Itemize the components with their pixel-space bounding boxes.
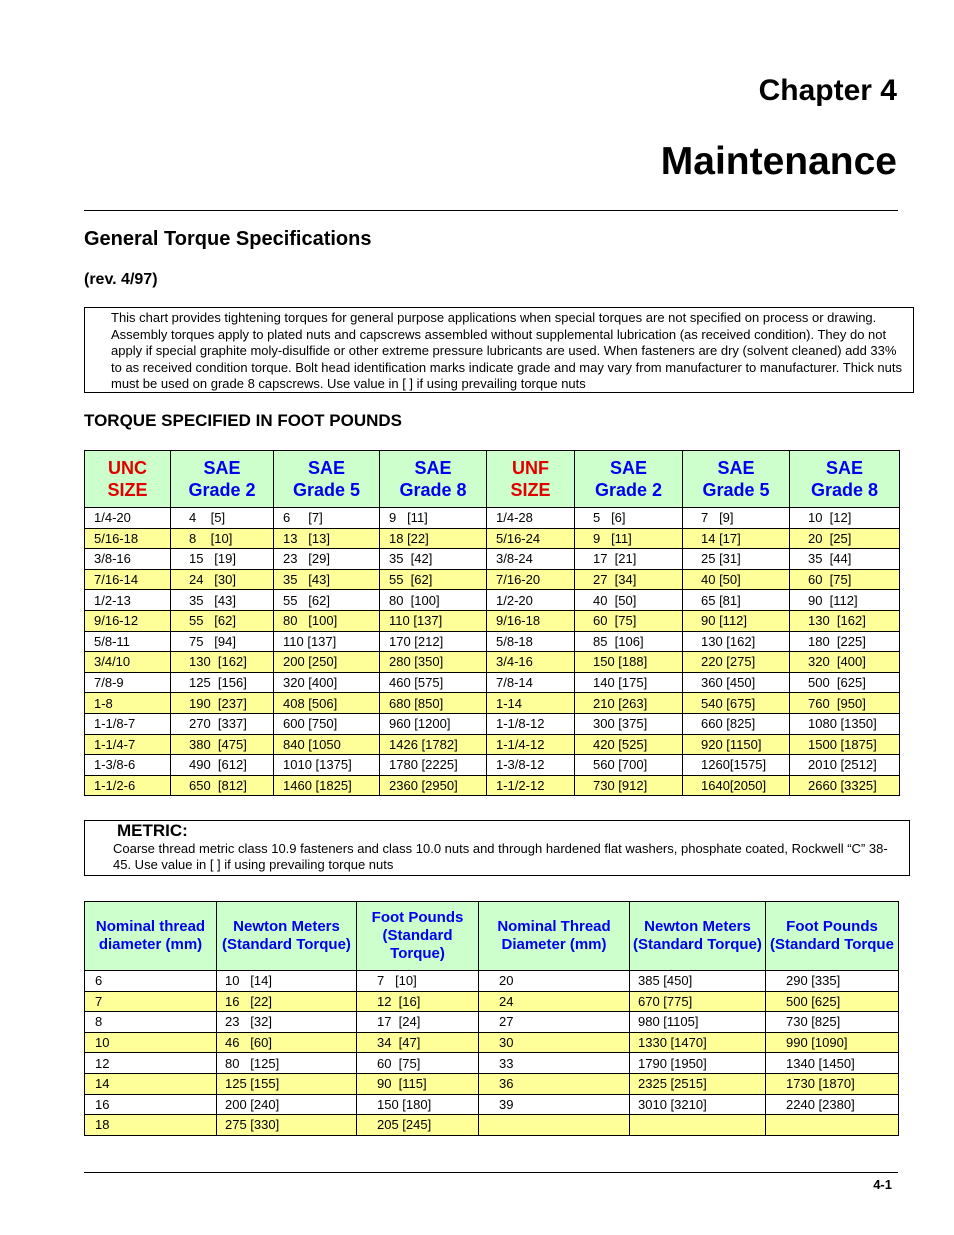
cell-unf-grade5: 920 [1150] <box>683 734 790 755</box>
table-row <box>85 693 900 714</box>
header-unc-size: UNC SIZE <box>85 451 171 508</box>
header-foot-pounds-2: Foot Pounds (Standard Torque <box>766 902 899 971</box>
cell-unf-size: 1-3/8-12 <box>487 755 575 776</box>
cell-foot-pounds-2 <box>766 1115 899 1136</box>
cell-unc-grade5: 80 [100] <box>274 610 380 631</box>
cell-unc-grade2: 8 [10] <box>171 528 274 549</box>
table-row <box>85 775 900 796</box>
cell-unc-grade5: 320 [400] <box>274 672 380 693</box>
cell-unf-grade2: 300 [375] <box>575 713 683 734</box>
table-row <box>85 1012 899 1033</box>
table-row <box>85 652 900 673</box>
cell-foot-pounds: 7 [10] <box>357 971 479 992</box>
cell-unc-size: 1/2-13 <box>85 590 171 611</box>
cell-newton-meters: 10 [14] <box>217 971 357 992</box>
cell-unf-grade8: 10 [12] <box>790 508 900 529</box>
cell-unc-grade5: 23 [29] <box>274 549 380 570</box>
cell-newton-meters-2: 980 [1105] <box>630 1012 766 1033</box>
cell-newton-meters-2 <box>630 1115 766 1136</box>
cell-newton-meters-2: 1790 [1950] <box>630 1053 766 1074</box>
cell-unf-size: 1-1/8-12 <box>487 713 575 734</box>
cell-unf-grade2: 730 [912] <box>575 775 683 796</box>
cell-unf-grade2: 150 [188] <box>575 652 683 673</box>
cell-unf-grade8: 20 [25] <box>790 528 900 549</box>
cell-unf-grade8: 130 [162] <box>790 610 900 631</box>
cell-nominal-diameter: 12 <box>85 1053 217 1074</box>
cell-unc-size: 1/4-20 <box>85 508 171 529</box>
cell-newton-meters: 275 [330] <box>217 1115 357 1136</box>
cell-unc-grade5: 1010 [1375] <box>274 755 380 776</box>
cell-unc-grade5: 110 [137] <box>274 631 380 652</box>
cell-unf-size: 5/16-24 <box>487 528 575 549</box>
cell-unc-grade8: 2360 [2950] <box>380 775 487 796</box>
cell-unc-grade2: 4 [5] <box>171 508 274 529</box>
table-row <box>85 1094 899 1115</box>
cell-unf-grade2: 140 [175] <box>575 672 683 693</box>
header-unf-grade2: SAE Grade 2 <box>575 451 683 508</box>
cell-foot-pounds-2: 290 [335] <box>766 971 899 992</box>
cell-unf-grade8: 2660 [3325] <box>790 775 900 796</box>
cell-unf-grade5: 1640[2050] <box>683 775 790 796</box>
cell-unc-grade8: 80 [100] <box>380 590 487 611</box>
cell-nominal-diameter: 16 <box>85 1094 217 1115</box>
cell-unf-size: 3/4-16 <box>487 652 575 673</box>
header-unf-grade8: SAE Grade 8 <box>790 451 900 508</box>
cell-unf-grade8: 760 [950] <box>790 693 900 714</box>
cell-unf-grade8: 180 [225] <box>790 631 900 652</box>
cell-foot-pounds: 17 [24] <box>357 1012 479 1033</box>
cell-unf-grade8: 1080 [1350] <box>790 713 900 734</box>
cell-unc-grade5: 600 [750] <box>274 713 380 734</box>
cell-newton-meters-2: 2325 [2515] <box>630 1073 766 1094</box>
cell-unc-grade2: 15 [19] <box>171 549 274 570</box>
table-row <box>85 610 900 631</box>
metric-header-row <box>85 902 899 971</box>
cell-foot-pounds-2: 2240 [2380] <box>766 1094 899 1115</box>
header-newton-meters: Newton Meters (Standard Torque) <box>217 902 357 971</box>
sae-torque-table <box>84 450 900 796</box>
cell-unc-size: 5/16-18 <box>85 528 171 549</box>
cell-unc-size: 9/16-12 <box>85 610 171 631</box>
cell-unc-grade8: 18 [22] <box>380 528 487 549</box>
cell-unc-grade8: 460 [575] <box>380 672 487 693</box>
torque-note-box <box>84 307 914 393</box>
cell-unf-size: 1-1/2-12 <box>487 775 575 796</box>
cell-unf-grade5: 7 [9] <box>683 508 790 529</box>
cell-unc-grade5: 840 [1050 <box>274 734 380 755</box>
cell-unc-size: 3/8-16 <box>85 549 171 570</box>
torque-note-text: This chart provides tightening torques for general purpose applications when special torques are not specified on process or drawing. Assembly torques apply to plated nuts and capscrews assembled without supplemental lubrication (as received condition). They do not apply if special graphite moly-disulfide or other extreme pressure lubricants are used. When fasteners are dry (solvent cleaned) add 33% to as received condition torque. Bolt head identification marks indicate grade and may vary from manufacturer to manufacturer. Thick nuts must be used on grade 8 capscrews. Use value in [ ] if using prevailing torque nuts <box>111 310 903 391</box>
cell-unf-size: 5/8-18 <box>487 631 575 652</box>
cell-unc-size: 5/8-11 <box>85 631 171 652</box>
cell-nominal-diameter: 10 <box>85 1032 217 1053</box>
cell-nominal-diameter-2: 27 <box>479 1012 630 1033</box>
cell-unf-grade2: 9 [11] <box>575 528 683 549</box>
metric-heading: METRIC: <box>117 821 188 840</box>
cell-unc-grade2: 270 [337] <box>171 713 274 734</box>
cell-unc-grade2: 125 [156] <box>171 672 274 693</box>
cell-newton-meters: 46 [60] <box>217 1032 357 1053</box>
cell-unc-grade5: 55 [62] <box>274 590 380 611</box>
cell-unc-grade8: 1780 [2225] <box>380 755 487 776</box>
cell-foot-pounds: 34 [47] <box>357 1032 479 1053</box>
cell-newton-meters-2: 385 [450] <box>630 971 766 992</box>
cell-nominal-diameter: 6 <box>85 971 217 992</box>
cell-unc-grade8: 110 [137] <box>380 610 487 631</box>
cell-nominal-diameter-2 <box>479 1115 630 1136</box>
cell-newton-meters-2: 3010 [3210] <box>630 1094 766 1115</box>
metric-torque-table <box>84 901 899 1136</box>
cell-nominal-diameter: 8 <box>85 1012 217 1033</box>
cell-newton-meters-2: 670 [775] <box>630 991 766 1012</box>
table-row <box>85 508 900 529</box>
cell-unf-size: 7/8-14 <box>487 672 575 693</box>
cell-unc-grade2: 190 [237] <box>171 693 274 714</box>
cell-unf-grade8: 35 [44] <box>790 549 900 570</box>
cell-unc-size: 1-1/2-6 <box>85 775 171 796</box>
cell-unf-size: 1/2-20 <box>487 590 575 611</box>
cell-unc-grade8: 55 [62] <box>380 569 487 590</box>
cell-unf-grade5: 660 [825] <box>683 713 790 734</box>
header-nominal-diameter-2: Nominal Thread Diameter (mm) <box>479 902 630 971</box>
cell-foot-pounds-2: 500 [625] <box>766 991 899 1012</box>
table-row <box>85 991 899 1012</box>
footer-divider <box>84 1172 898 1173</box>
table-row <box>85 713 900 734</box>
header-unc-grade2: SAE Grade 2 <box>171 451 274 508</box>
table-row <box>85 734 900 755</box>
cell-unf-grade8: 320 [400] <box>790 652 900 673</box>
cell-unf-grade2: 85 [106] <box>575 631 683 652</box>
table-row <box>85 528 900 549</box>
cell-foot-pounds-2: 1730 [1870] <box>766 1073 899 1094</box>
cell-nominal-diameter-2: 39 <box>479 1094 630 1115</box>
cell-unc-grade2: 650 [812] <box>171 775 274 796</box>
cell-unc-size: 3/4/10 <box>85 652 171 673</box>
cell-unf-grade5: 14 [17] <box>683 528 790 549</box>
cell-unf-grade2: 60 [75] <box>575 610 683 631</box>
cell-unc-grade5: 200 [250] <box>274 652 380 673</box>
cell-unf-grade8: 2010 [2512] <box>790 755 900 776</box>
cell-unf-grade2: 5 [6] <box>575 508 683 529</box>
cell-unf-grade5: 1260[1575] <box>683 755 790 776</box>
cell-unf-size: 3/8-24 <box>487 549 575 570</box>
cell-unc-grade2: 380 [475] <box>171 734 274 755</box>
cell-unf-grade2: 17 [21] <box>575 549 683 570</box>
table-row <box>85 1073 899 1094</box>
cell-unc-grade2: 490 [612] <box>171 755 274 776</box>
table-row <box>85 549 900 570</box>
table-row <box>85 1115 899 1136</box>
torque-units-heading: TORQUE SPECIFIED IN FOOT POUNDS <box>84 411 402 430</box>
cell-unf-grade2: 560 [700] <box>575 755 683 776</box>
cell-foot-pounds-2: 730 [825] <box>766 1012 899 1033</box>
table-row <box>85 590 900 611</box>
table-row <box>85 1032 899 1053</box>
cell-newton-meters: 16 [22] <box>217 991 357 1012</box>
cell-unc-grade5: 13 [13] <box>274 528 380 549</box>
cell-unf-grade5: 40 [50] <box>683 569 790 590</box>
cell-foot-pounds: 205 [245] <box>357 1115 479 1136</box>
cell-unf-size: 7/16-20 <box>487 569 575 590</box>
cell-unf-grade5: 90 [112] <box>683 610 790 631</box>
cell-foot-pounds: 90 [115] <box>357 1073 479 1094</box>
table-row <box>85 631 900 652</box>
cell-unc-grade2: 75 [94] <box>171 631 274 652</box>
cell-unc-grade2: 130 [162] <box>171 652 274 673</box>
cell-nominal-diameter: 7 <box>85 991 217 1012</box>
cell-unc-grade5: 35 [43] <box>274 569 380 590</box>
cell-unc-size: 1-1/8-7 <box>85 713 171 734</box>
cell-foot-pounds: 12 [16] <box>357 991 479 1012</box>
cell-unf-size: 1-14 <box>487 693 575 714</box>
table-row <box>85 971 899 992</box>
cell-unc-grade2: 55 [62] <box>171 610 274 631</box>
cell-unf-grade5: 65 [81] <box>683 590 790 611</box>
cell-unc-grade5: 408 [506] <box>274 693 380 714</box>
cell-unc-grade5: 6 [7] <box>274 508 380 529</box>
cell-unf-grade5: 130 [162] <box>683 631 790 652</box>
table-row <box>85 1053 899 1074</box>
cell-unf-grade2: 40 [50] <box>575 590 683 611</box>
cell-unc-size: 1-1/4-7 <box>85 734 171 755</box>
top-divider <box>84 210 898 211</box>
cell-nominal-diameter-2: 36 <box>479 1073 630 1094</box>
page-title: Maintenance <box>660 140 897 183</box>
cell-unf-grade5: 25 [31] <box>683 549 790 570</box>
header-foot-pounds: Foot Pounds (Standard Torque) <box>357 902 479 971</box>
cell-unf-grade8: 1500 [1875] <box>790 734 900 755</box>
cell-unf-grade8: 90 [112] <box>790 590 900 611</box>
cell-unc-grade8: 680 [850] <box>380 693 487 714</box>
header-unf-grade5: SAE Grade 5 <box>683 451 790 508</box>
cell-newton-meters-2: 1330 [1470] <box>630 1032 766 1053</box>
page-number: 4-1 <box>873 1177 892 1192</box>
cell-unf-grade5: 220 [275] <box>683 652 790 673</box>
cell-foot-pounds: 60 [75] <box>357 1053 479 1074</box>
header-unc-grade5: SAE Grade 5 <box>274 451 380 508</box>
cell-unc-grade5: 1460 [1825] <box>274 775 380 796</box>
cell-unc-size: 1-8 <box>85 693 171 714</box>
metric-note-box <box>84 820 910 876</box>
cell-nominal-diameter: 18 <box>85 1115 217 1136</box>
table-row <box>85 672 900 693</box>
cell-unc-grade8: 9 [11] <box>380 508 487 529</box>
cell-unc-grade2: 24 [30] <box>171 569 274 590</box>
metric-note-text: Coarse thread metric class 10.9 fasteners and class 10.0 nuts and through hardened flat washers, phosphate coated, Rockwell “C” 38-45. Use value in [ ] if using prevailing torque nuts <box>113 841 888 872</box>
cell-nominal-diameter-2: 24 <box>479 991 630 1012</box>
cell-foot-pounds-2: 990 [1090] <box>766 1032 899 1053</box>
cell-unf-grade5: 540 [675] <box>683 693 790 714</box>
cell-unf-grade2: 27 [34] <box>575 569 683 590</box>
cell-newton-meters: 200 [240] <box>217 1094 357 1115</box>
cell-unf-grade5: 360 [450] <box>683 672 790 693</box>
cell-unc-grade8: 35 [42] <box>380 549 487 570</box>
cell-unc-grade8: 280 [350] <box>380 652 487 673</box>
cell-nominal-diameter-2: 20 <box>479 971 630 992</box>
cell-unc-grade8: 960 [1200] <box>380 713 487 734</box>
cell-unc-size: 7/16-14 <box>85 569 171 590</box>
header-unf-size: UNF SIZE <box>487 451 575 508</box>
cell-unc-grade8: 170 [212] <box>380 631 487 652</box>
cell-unc-size: 7/8-9 <box>85 672 171 693</box>
cell-foot-pounds-2: 1340 [1450] <box>766 1053 899 1074</box>
cell-unf-size: 1/4-28 <box>487 508 575 529</box>
sae-header-row <box>85 451 900 508</box>
cell-foot-pounds: 150 [180] <box>357 1094 479 1115</box>
header-newton-meters-2: Newton Meters (Standard Torque) <box>630 902 766 971</box>
cell-unf-size: 1-1/4-12 <box>487 734 575 755</box>
chapter-label: Chapter 4 <box>758 74 897 107</box>
section-title: General Torque Specifications <box>84 228 372 250</box>
header-nominal-diameter: Nominal thread diameter (mm) <box>85 902 217 971</box>
cell-unc-size: 1-3/8-6 <box>85 755 171 776</box>
cell-unf-grade2: 210 [263] <box>575 693 683 714</box>
cell-unf-grade8: 60 [75] <box>790 569 900 590</box>
cell-nominal-diameter-2: 30 <box>479 1032 630 1053</box>
cell-unf-size: 9/16-18 <box>487 610 575 631</box>
cell-newton-meters: 80 [125] <box>217 1053 357 1074</box>
cell-newton-meters: 23 [32] <box>217 1012 357 1033</box>
header-unc-grade8: SAE Grade 8 <box>380 451 487 508</box>
cell-unc-grade8: 1426 [1782] <box>380 734 487 755</box>
revision-label: (rev. 4/97) <box>84 271 158 288</box>
cell-nominal-diameter-2: 33 <box>479 1053 630 1074</box>
cell-unf-grade2: 420 [525] <box>575 734 683 755</box>
cell-unf-grade8: 500 [625] <box>790 672 900 693</box>
table-row <box>85 569 900 590</box>
cell-newton-meters: 125 [155] <box>217 1073 357 1094</box>
cell-unc-grade2: 35 [43] <box>171 590 274 611</box>
cell-nominal-diameter: 14 <box>85 1073 217 1094</box>
table-row <box>85 755 900 776</box>
